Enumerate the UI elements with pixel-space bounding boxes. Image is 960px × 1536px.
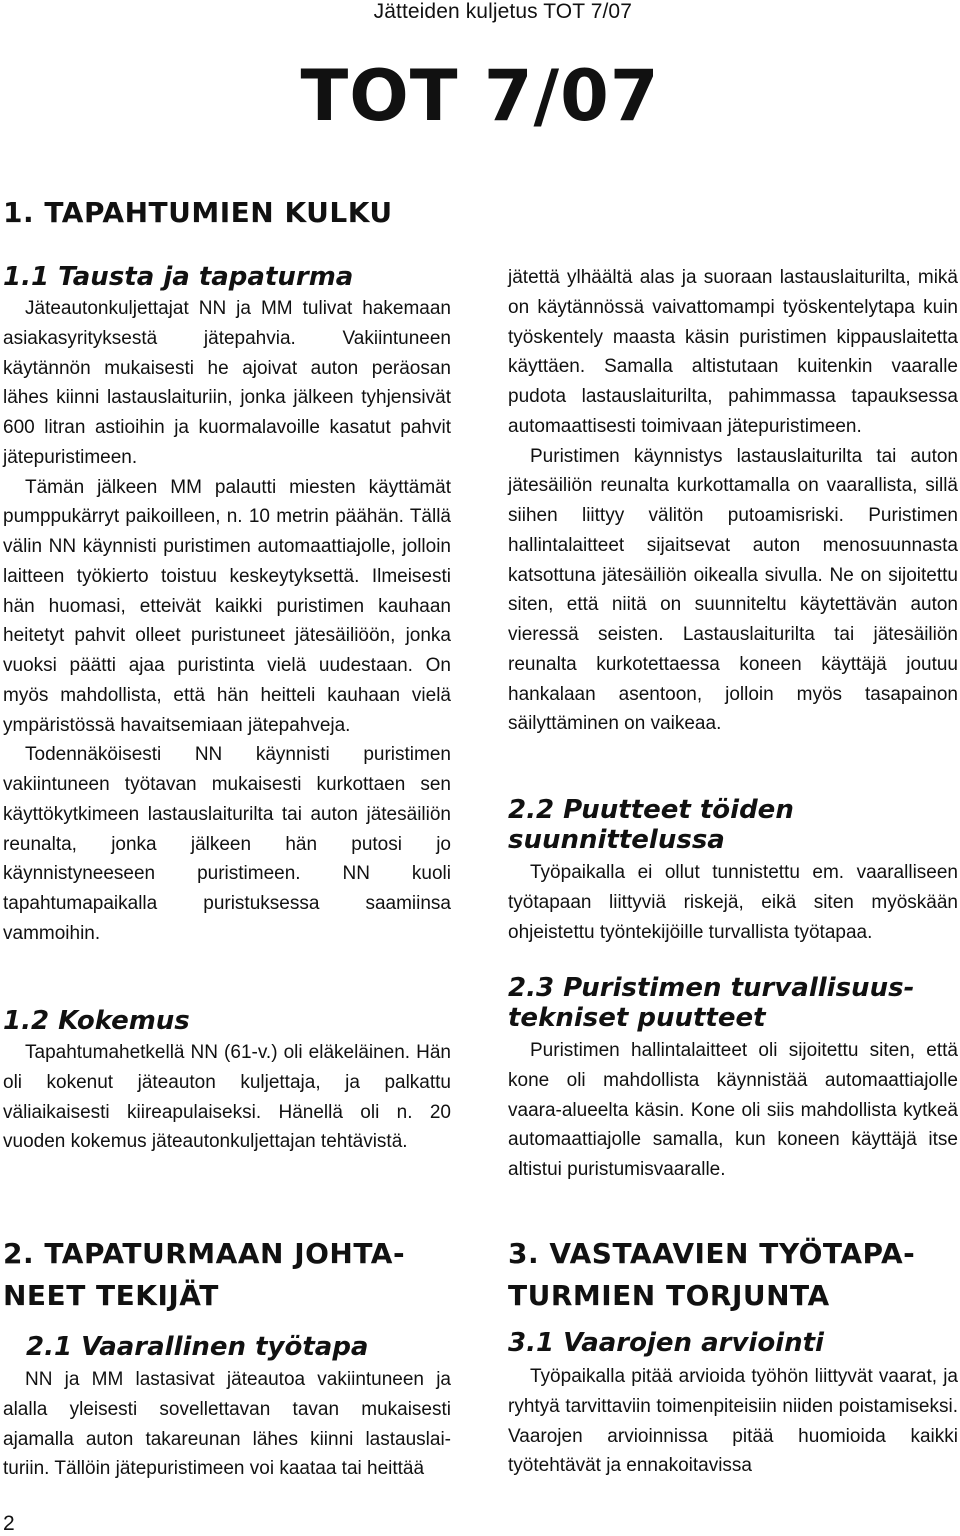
paragraph: Tämän jälkeen MM palautti miesten käyttämät pumppukärryt paikoilleen, n. 10 metrin päähän. Tällä välin NN käynnisti puristimen automaattiajolle, jolloin laitteen työkierto toistuu keskeytyksettä. Ilmeisesti hän huomasi, etteivät kaikki puristimen kauhaan heitetyt pahvit olleet puristuneet jätesäiliöön, jonka vuoksi päätti ajaa puristinta vielä uudestaan. On myös mahdollista, että hän heitteli kauhaan vielä ympäristössä havaitsemiaan jätepahveja.: [3, 476, 451, 736]
section-2-1-heading: 2.1 Vaarallinen työtapa: [26, 1332, 369, 1362]
section-3-1-heading: 3.1 Vaarojen arviointi: [508, 1328, 824, 1358]
section-3-heading: 3. VASTAAVIEN TYÖTAPATURMIEN TORJUNTA: [508, 1237, 915, 1312]
paragraph: Todennäköisesti NN käynnisti puristimen vakiintuneen työtavan mukaisesti kurkottaen sen käyttökytkimeen lastauslaiturilta tai auton jätesäiliön reunalta, jonka jälkeen hän putosi jo käynnistyneeseen puristimeen. NN kuoli tapahtumapaikalla puristuksessa saamiinsa vammoihin.: [3, 744, 451, 944]
document-title: TOT 7/07: [300, 55, 660, 137]
section-1-heading: 1. TAPAHTUMIEN KULKU: [3, 196, 393, 229]
section-2-2-body: [508, 858, 958, 947]
paragraph: Tapahtumahetkellä NN (61-v.) oli eläkeläinen. Hän oli kokenut jäteauton kuljettaja, ja palkattu väliaikaisesti kiireapulaiseksi. Hänellä oli n. 20 vuoden kokemus jäteautonkuljettajan tehtävistä.: [3, 1042, 451, 1153]
paragraph: Työpaikalla ei ollut tunnistettu em. vaaralliseen työtapaan liittyviä riskejä, eikä siten myöskään ohjeistettu työntekijöille turvallista työtapaa.: [508, 862, 958, 943]
paragraph: Jäteautonkuljettajat NN ja MM tulivat hakemaan asiakasyrityksestä jätepahvia. Vakiintuneen käytännön mukaisesti he ajoivat auton peräosan lähes kiinni lastauslaituriin, jonka jälkeen tyhjensivät 600 litran astioihin ja kuormalavoille kasatut pahvit jätepuristimeen.: [3, 298, 451, 468]
section-2-heading: 2. TAPATURMAAN JOHTANEET TEKIJÄT: [3, 1237, 405, 1312]
paragraph: NN ja MM lastasivat jäteautoa vakiintuneen ja alalla yleisesti sovellettavan tavan mukaisesti ajamalla auton takareunan lähes kiinni lastauslaituriin. Tällöin jätepuristimeen voi kaataa tai heittää: [3, 1369, 451, 1480]
section-2-3-body: [508, 1036, 958, 1185]
paragraph: Puristimen käynnistys lastauslaiturilta tai auton jätesäiliön reunalta kurkottamalla on vaarallista, sillä siihen liittyy välitön putoamisriski. Puristimen hallintalaitteet sijaitsevat auton menosuunnasta katsottuna jätesäiliön oikealla sivulla. Ne on sijoitettu siten, että niitä on suunniteltu käytettävän auton vieressä seisten. Lastauslaiturilta tai jätesäiliön reunalta kurkotettaessa koneen käyttäjä joutuu hankalaan asentoon, jolloin myös tasapainon säilyttäminen on vaikeaa.: [508, 445, 958, 735]
section-1-1-body: [3, 294, 451, 949]
paragraph: Puristimen hallintalaitteet oli sijoitettu siten, että kone oli mahdollista käynnistää automaattiajolle vaara-alueelta käsin. Kone oli siis mahdollista kytkeä automaattiajolle samalla, kun koneen käyttäjä itse altistui puristumisvaaralle.: [508, 1040, 958, 1180]
running-header: Jätteiden kuljetus TOT 7/07: [373, 0, 632, 23]
page-number: 2: [3, 1512, 15, 1535]
section-2-2-heading: 2.2 Puutteet töiden suunnittelussa: [508, 795, 794, 855]
paragraph: Työpaikalla pitää arvioida työhön liittyvät vaarat, ja ryhtyä tarvittaviin toimenpiteisiin niiden poistamiseksi. Vaarojen arvioinnissa pitää huomioida kaikki työtehtävät ja ennakoitavissa: [508, 1366, 958, 1477]
right-column-continuation: [508, 263, 958, 739]
paragraph: jätettä ylhäältä alas ja suoraan lastauslaiturilta, mikä on käytännössä vaivattomampi työskentelytapa kuin työskentely maasta käsin puristimen kippauslaitetta käyttäen. Samalla altistutaan kuitenkin vaaralle pudota lastauslaiturilta, pahimmassa tapauksessa automaattisesti toimivaan jätepuristimeen.: [508, 267, 958, 437]
section-3-1-body: [508, 1362, 958, 1481]
section-2-3-heading: 2.3 Puristimen turvallisuustekniset puutteet: [508, 973, 915, 1033]
section-1-2-body: [3, 1038, 451, 1157]
section-1-1-heading: 1.1 Tausta ja tapaturma: [3, 262, 354, 292]
section-1-2-heading: 1.2 Kokemus: [3, 1006, 190, 1036]
section-2-1-body: [3, 1365, 451, 1484]
